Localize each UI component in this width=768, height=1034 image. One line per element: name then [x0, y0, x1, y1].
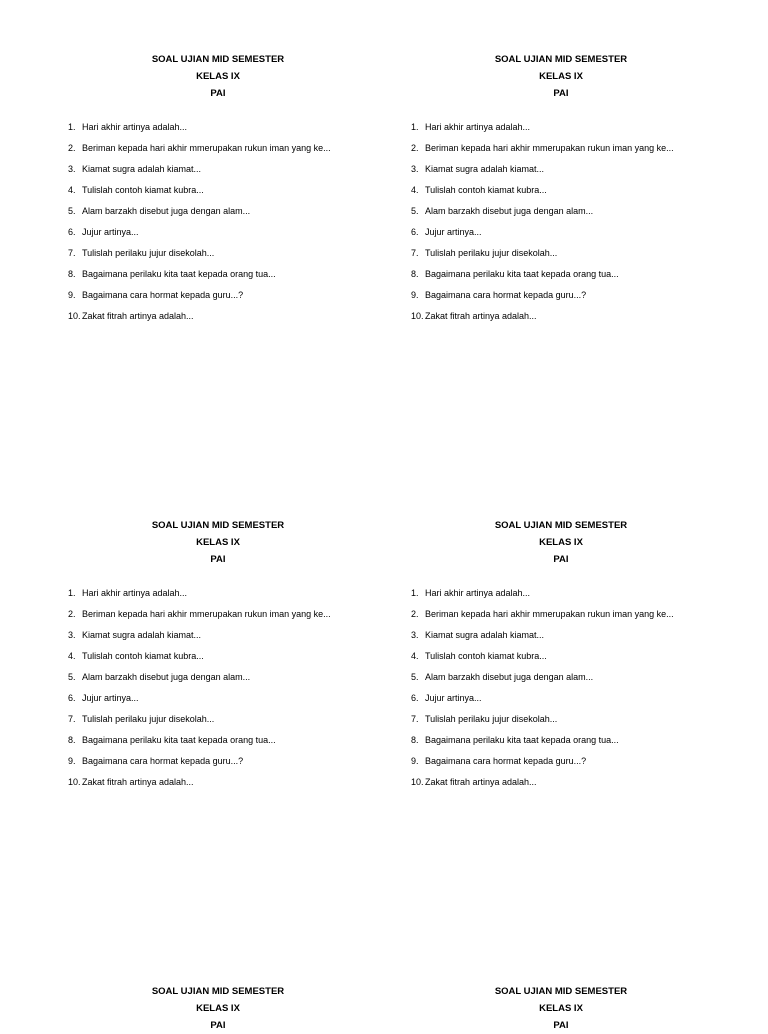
question-item: [68, 226, 368, 247]
question-list: [68, 121, 368, 331]
question-text: Tulislah perilaku jujur disekolah...: [425, 248, 558, 258]
exam-class: KELAS IX: [196, 71, 240, 82]
question-text: Jujur artinya...: [425, 227, 482, 237]
question-item: [68, 734, 368, 755]
question-number: 5.: [411, 672, 419, 682]
question-text: Jujur artinya...: [425, 693, 482, 703]
question-number: 7.: [411, 248, 419, 258]
question-item: [411, 629, 711, 650]
question-number: 4.: [68, 651, 76, 661]
question-item: [411, 587, 711, 608]
question-number: 5.: [68, 206, 76, 216]
question-number: 8.: [68, 269, 76, 279]
exam-block-top-right: [411, 51, 711, 331]
question-item: [411, 692, 711, 713]
question-item: [68, 163, 368, 184]
question-number: 10.: [68, 311, 81, 321]
question-item: [68, 608, 368, 629]
question-item: [68, 289, 368, 310]
question-item: [411, 650, 711, 671]
question-number: 10.: [411, 311, 424, 321]
question-item: [68, 650, 368, 671]
question-text: Tulislah contoh kiamat kubra...: [425, 651, 547, 661]
question-item: [411, 671, 711, 692]
question-item: [411, 755, 711, 776]
question-number: 8.: [68, 735, 76, 745]
question-number: 2.: [411, 609, 419, 619]
exam-subject: PAI: [553, 88, 569, 99]
question-item: [68, 755, 368, 776]
question-text: Tulislah contoh kiamat kubra...: [82, 651, 204, 661]
question-text: Tulislah contoh kiamat kubra...: [425, 185, 547, 195]
question-item: [68, 310, 368, 331]
question-number: 1.: [411, 588, 419, 598]
question-text: Hari akhir artinya adalah...: [425, 122, 531, 132]
question-list: [411, 587, 711, 797]
question-number: 6.: [411, 227, 419, 237]
question-text: Tulislah contoh kiamat kubra...: [82, 185, 204, 195]
exam-block-top-left: [68, 51, 368, 331]
question-item: [68, 121, 368, 142]
exam-subject: PAI: [210, 88, 226, 99]
question-number: 2.: [68, 143, 76, 153]
question-item: [68, 247, 368, 268]
question-list: [68, 587, 368, 797]
question-number: 3.: [411, 630, 419, 640]
question-item: [68, 692, 368, 713]
question-item: [68, 629, 368, 650]
question-text: Jujur artinya...: [82, 227, 139, 237]
question-item: [411, 121, 711, 142]
exam-subject: PAI: [210, 554, 226, 565]
question-item: [68, 142, 368, 163]
question-item: [411, 184, 711, 205]
question-number: 10.: [411, 777, 424, 787]
question-item: [68, 205, 368, 226]
question-number: 1.: [68, 122, 76, 132]
question-number: 5.: [411, 206, 419, 216]
question-number: 4.: [411, 651, 419, 661]
question-item: [411, 268, 711, 289]
question-item: [68, 268, 368, 289]
question-item: [411, 226, 711, 247]
question-number: 3.: [411, 164, 419, 174]
question-number: 1.: [411, 122, 419, 132]
question-item: [411, 142, 711, 163]
question-text: Bagaimana perilaku kita taat kepada orang tua...: [425, 735, 619, 745]
question-text: Kiamat sugra adalah kiamat...: [425, 630, 545, 640]
exam-class: KELAS IX: [539, 537, 583, 548]
question-text: Tulislah perilaku jujur disekolah...: [425, 714, 558, 724]
exam-title: SOAL UJIAN MID SEMESTER: [151, 54, 285, 65]
question-number: 6.: [411, 693, 419, 703]
exam-class: KELAS IX: [539, 1003, 583, 1014]
question-text: Zakat fitrah artinya adalah...: [82, 777, 194, 787]
question-number: 2.: [411, 143, 419, 153]
question-item: [411, 608, 711, 629]
question-item: [68, 713, 368, 734]
exam-block-bottom-left: [68, 983, 368, 1034]
question-text: Hari akhir artinya adalah...: [425, 588, 531, 598]
exam-subject: PAI: [210, 1020, 226, 1031]
exam-subject: PAI: [553, 1020, 569, 1031]
exam-block-middle-right: [411, 517, 711, 797]
question-text: Zakat fitrah artinya adalah...: [425, 311, 537, 321]
question-item: [411, 734, 711, 755]
question-number: 3.: [68, 630, 76, 640]
exam-class: KELAS IX: [539, 71, 583, 82]
question-text: Kiamat sugra adalah kiamat...: [82, 630, 202, 640]
question-number: 3.: [68, 164, 76, 174]
question-text: Bagaimana perilaku kita taat kepada orang tua...: [82, 735, 276, 745]
question-item: [411, 776, 711, 797]
question-number: 10.: [68, 777, 81, 787]
question-number: 8.: [411, 735, 419, 745]
question-item: [411, 163, 711, 184]
exam-title: SOAL UJIAN MID SEMESTER: [494, 54, 628, 65]
question-text: Hari akhir artinya adalah...: [82, 588, 188, 598]
question-text: Bagaimana cara hormat kepada guru...?: [82, 290, 244, 300]
question-number: 9.: [68, 290, 76, 300]
question-number: 9.: [68, 756, 76, 766]
question-number: 5.: [68, 672, 76, 682]
question-text: Bagaimana cara hormat kepada guru...?: [82, 756, 244, 766]
question-number: 7.: [411, 714, 419, 724]
question-text: Bagaimana perilaku kita taat kepada orang tua...: [82, 269, 276, 279]
exam-title: SOAL UJIAN MID SEMESTER: [494, 986, 628, 997]
question-item: [411, 713, 711, 734]
question-text: Kiamat sugra adalah kiamat...: [425, 164, 545, 174]
exam-block-bottom-right: [411, 983, 711, 1034]
question-number: 8.: [411, 269, 419, 279]
exam-title: SOAL UJIAN MID SEMESTER: [151, 986, 285, 997]
question-number: 4.: [411, 185, 419, 195]
question-item: [68, 671, 368, 692]
question-number: 9.: [411, 290, 419, 300]
question-text: Zakat fitrah artinya adalah...: [82, 311, 194, 321]
exam-class: KELAS IX: [196, 537, 240, 548]
question-item: [68, 587, 368, 608]
question-text: Alam barzakh disebut juga dengan alam...: [82, 672, 251, 682]
question-number: 9.: [411, 756, 419, 766]
question-text: Kiamat sugra adalah kiamat...: [82, 164, 202, 174]
question-text: Beriman kepada hari akhir mmerupakan rukun iman yang ke...: [425, 609, 674, 619]
question-text: Beriman kepada hari akhir mmerupakan rukun iman yang ke...: [425, 143, 674, 153]
question-text: Beriman kepada hari akhir mmerupakan rukun iman yang ke...: [82, 609, 331, 619]
question-text: Tulislah perilaku jujur disekolah...: [82, 714, 215, 724]
question-text: Bagaimana cara hormat kepada guru...?: [425, 290, 587, 300]
question-text: Hari akhir artinya adalah...: [82, 122, 188, 132]
question-text: Bagaimana cara hormat kepada guru...?: [425, 756, 587, 766]
question-number: 6.: [68, 227, 76, 237]
question-item: [68, 184, 368, 205]
question-text: Bagaimana perilaku kita taat kepada orang tua...: [425, 269, 619, 279]
exam-class: KELAS IX: [196, 1003, 240, 1014]
question-number: 6.: [68, 693, 76, 703]
question-text: Beriman kepada hari akhir mmerupakan rukun iman yang ke...: [82, 143, 331, 153]
question-item: [411, 247, 711, 268]
question-number: 4.: [68, 185, 76, 195]
exam-title: SOAL UJIAN MID SEMESTER: [151, 520, 285, 531]
question-list: [411, 121, 711, 331]
question-number: 1.: [68, 588, 76, 598]
question-text: Tulislah perilaku jujur disekolah...: [82, 248, 215, 258]
question-text: Jujur artinya...: [82, 693, 139, 703]
question-item: [411, 310, 711, 331]
exam-subject: PAI: [553, 554, 569, 565]
question-item: [68, 776, 368, 797]
question-text: Alam barzakh disebut juga dengan alam...: [82, 206, 251, 216]
question-text: Zakat fitrah artinya adalah...: [425, 777, 537, 787]
question-item: [411, 289, 711, 310]
exam-block-middle-left: [68, 517, 368, 797]
question-number: 7.: [68, 248, 76, 258]
question-text: Alam barzakh disebut juga dengan alam...: [425, 672, 594, 682]
exam-title: SOAL UJIAN MID SEMESTER: [494, 520, 628, 531]
question-number: 7.: [68, 714, 76, 724]
question-item: [411, 205, 711, 226]
question-text: Alam barzakh disebut juga dengan alam...: [425, 206, 594, 216]
question-number: 2.: [68, 609, 76, 619]
